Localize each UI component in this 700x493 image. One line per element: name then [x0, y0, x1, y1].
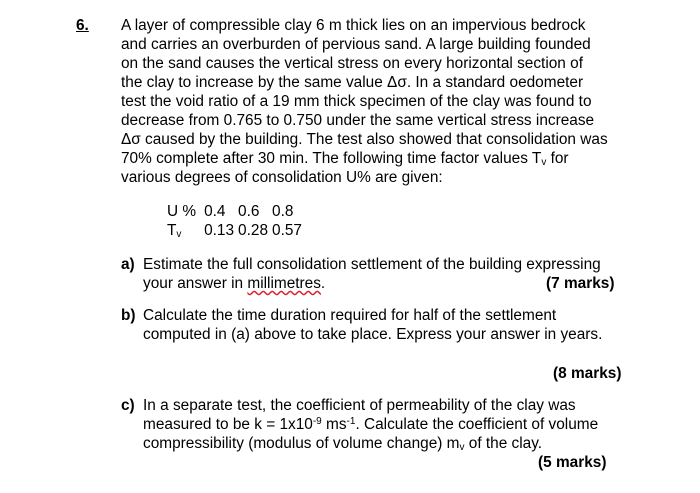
- part-line: [143, 415, 643, 434]
- table-cell: 0.8: [272, 203, 294, 220]
- intro-line: various degrees of consolidation U% are given:: [121, 169, 443, 186]
- intro-line-tail: for: [546, 150, 569, 167]
- part-c-line3-post: of the clay.: [464, 435, 543, 452]
- row-label-tv: [167, 221, 204, 240]
- intro-line: test the void ratio of a 19 mm thick specimen of the clay was found to: [121, 93, 592, 110]
- intro-line: decrease from 0.765 to 0.750 under the same vertical stress increase: [121, 112, 595, 129]
- part-c-label: c): [121, 397, 135, 414]
- part-b-text: [143, 306, 643, 344]
- intro-line: on the sand causes the vertical stress on every horizontal section of: [121, 55, 583, 72]
- spellcheck-word: millimetres: [247, 275, 321, 292]
- intro-line: the clay to increase by the same value Δσ. In a standard oedometer: [121, 74, 584, 91]
- part-line: computed in (a) above to take place. Express your answer in years.: [143, 326, 603, 343]
- exponent: -1: [346, 416, 356, 427]
- part-b-marks: (8 marks): [553, 365, 622, 382]
- part-a-line2-pre: your answer in: [143, 275, 248, 292]
- table-cell: 0.4: [204, 203, 226, 220]
- mv-subscript: v: [459, 442, 465, 453]
- question-number: 6.: [76, 17, 89, 34]
- tv-subscript: v: [541, 157, 547, 168]
- table-row: [167, 221, 306, 240]
- part-a-marks: (7 marks): [546, 275, 615, 292]
- tv-main: T: [167, 222, 177, 239]
- exponent: -9: [312, 416, 322, 427]
- intro-line: Δσ caused by the building. The test also showed that consolidation was: [121, 131, 608, 148]
- table-cell: 0.28: [238, 222, 269, 239]
- part-c-line2-pre: measured to be k = 1x10: [143, 416, 313, 433]
- tv-sub: v: [176, 229, 182, 240]
- part-a-label: a): [121, 256, 135, 273]
- part-c-text: [143, 396, 643, 453]
- table-cell: 0.57: [272, 222, 302, 239]
- intro-line-text: 70% complete after 30 min. The following time factor values T: [121, 150, 542, 167]
- part-line: In a separate test, the coefficient of permeability of the clay was: [143, 397, 576, 414]
- time-factor-table: [167, 202, 306, 240]
- part-c-line2-post: . Calculate the coefficient of volume: [355, 416, 599, 433]
- row-label-u: U %: [167, 203, 197, 220]
- question-intro: [121, 16, 651, 187]
- table-cell: 0.13: [204, 222, 235, 239]
- intro-line: A layer of compressible clay 6 m thick lies on an impervious bedrock: [121, 17, 586, 34]
- part-a-line2-post: .: [320, 275, 326, 292]
- part-line: [143, 434, 643, 453]
- part-b-label: b): [121, 307, 136, 324]
- table-cell: 0.6: [238, 203, 260, 220]
- part-c-line3-pre: compressibility (modulus of volume change) m: [143, 435, 460, 452]
- intro-line: [121, 149, 651, 168]
- intro-line: and carries an overburden of pervious sand. A large building founded: [121, 36, 591, 53]
- part-c-line2-mid: ms: [321, 416, 347, 433]
- part-line: Calculate the time duration required for half of the settlement: [143, 307, 557, 324]
- table-row: [167, 202, 306, 221]
- part-line: Estimate the full consolidation settlement of the building expressing: [143, 256, 601, 273]
- part-c-marks: (5 marks): [538, 454, 607, 471]
